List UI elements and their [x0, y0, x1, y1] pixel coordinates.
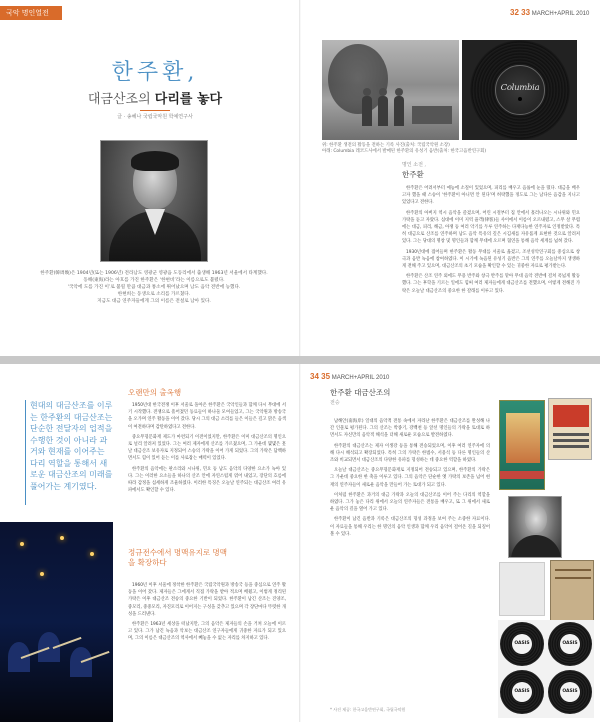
disc-label: OASIS — [560, 682, 580, 702]
disc-label: OASIS — [512, 634, 532, 654]
folio-pages: 34 35 — [310, 372, 331, 381]
footnote: * 사진 제공: 한국고음반연구회, 국립국악원 — [330, 707, 406, 712]
caption-line: 지금도 대금 연주자들에게 그의 이름은 전설로 남아 있다. — [97, 299, 211, 304]
record-label-text: Columbia — [500, 83, 540, 93]
pull-quote: 현대의 대금산조를 이루는 한주환의 대금산조는 단순한 전달자의 업적을 수행한 것이 아니라 과거와 현재를 이어주는 다리 역할을 통해서 새로운 대금산조의 미래를 풀어가는 계기였다. — [30, 401, 113, 491]
paragraph: 한주환의 대금산조는 제자 이생강 등을 통해 전승되었으며, 이후 여러 연주자에 의해 다시 해석되고 확장되었다. 특히 그의 가락은 한범수, 서용석 등 다른 명인들의 산조와 비교되면서 대금산조의 다양한 유파를 형성하는 데 중요한 역할을 하였다. — [330, 443, 490, 464]
paragraph: 한주환의 아버지 역시 음악을 즐겼으며, 어린 시절부터 집 안에서 흘러나오는 시나위와 민요 가락을 듣고 자랐다. 십대에 이미 지역 율객(律客)들 사이에서 이름이 오르내렸고, 스무 살 무렵에는 대금, 피리, 해금, 아쟁 등 여러 악기를 두루 연주하는 다재다능한 연주자로 인정받았다. 특히 대금으로 산조를 연주하며 남도 음악 특유의 깊은 시김새를 자유롭게 표현한 것으로 알려져 있다. 그는 당대의 명창 및 명인들과 함께 무대에 오르며 협연을 통해 음악 세계를 넓혀 갔다. — [402, 210, 580, 245]
record-sleeve — [499, 562, 545, 616]
title-rule — [140, 110, 170, 111]
gutter — [299, 0, 301, 356]
record-envelope — [550, 560, 594, 622]
paragraph: 한주환이 남긴 음반과 기록은 대금산조의 형성 과정을 보여 주는 소중한 자료이다. 이 자료들을 통해 우리는 한 명인의 음악 인생과 함께 우리 음악이 걸어온 길을 되짚어 볼 수 있다. — [330, 517, 490, 537]
folio-issue: MARCH+APRIL 2010 — [531, 11, 590, 17]
subtitle-emphasis: 다리를 놓다 — [154, 92, 223, 107]
paragraph: 1950년대 한국전쟁 이후 서울로 돌아온 한주환은 국악인들과 함께 다시 무대에 서기 시작했다. 전쟁으로 흩어졌던 동료들이 하나둘 모여들었고, 그는 국악원과 방송국을 오가며 연주 활동을 이어 갔다. 당시 그의 대금 소리를 들은 이들은 깊고 맑은 음색이 여전하다며 감탄하였다고 전한다. — [128, 403, 286, 430]
caption-line: 동해(東海)라는 아호를 가진 한주환은 ‘한현비’라는 이름으로도 불렸다. — [83, 278, 225, 283]
paragraph: 1960년 이후 서울에 정착한 한주환은 국립국악원과 방송국 등을 중심으로 연주 활동을 이어 갔다. 제자들은 그에게서 직접 가락을 받아 적으며 배웠고, 이렇게 정리된 가락은 이후 대금산조 전승의 중요한 기반이 되었다. 한주환이 남긴 산조는 진양조, 중모리, 중중모리, 자진모리로 이어지는 구성을 갖추고 있으며 각 장단마다 뚜렷한 개성을 드러낸다. — [128, 583, 286, 617]
col2-body — [330, 418, 490, 706]
folio-right — [510, 8, 589, 17]
concert-photo — [0, 522, 113, 722]
article-title: 한주환, — [111, 60, 199, 85]
paragraph: 한주환은 1963년 세상을 떠났지만, 그의 음악은 제자들의 손을 거쳐 오늘에 이르고 있다. 그가 남긴 녹음과 악보는 대금산조 연구자들에게 귀중한 자료가 되고 있으며, 그의 이름은 대금산조의 역사에서 빼놓을 수 없는 자리를 차지하고 있다. — [128, 622, 286, 642]
portrait-caption — [40, 270, 268, 305]
paragraph: 중요무형문화재 제도가 마련되기 이전이었지만, 한주환은 이미 대금산조의 명인으로 널리 알려져 있었다. 그는 여러 제자에게 산조를 가르쳤으며, 그 가운데 몇몇은 훗날 대금산조 보유자로 지정되어 스승의 가락을 이어 가게 되었다. 그의 가락은 담백하면서도 힘이 있어 듣는 이를 사로잡는 매력이 있었다. — [128, 434, 286, 462]
column-name: 한주환 — [402, 170, 424, 179]
paragraph: 한주환은 산조 연주 외에도 무용 반주와 창극 반주를 맡아 무대 음악 전반에 걸쳐 폭넓게 활동했다. 그는 후학을 기르는 일에도 힘써 여러 제자들에게 대금산조를 전했으며, 이렇게 전해진 가락은 오늘날 대금산조의 중요한 한 갈래를 이루고 있다. — [402, 274, 580, 294]
pull-quote-bar — [25, 400, 26, 505]
photo-caption-line: 위: 한주환 생전의 활동을 전하는 기록 사진(출처: 국립국악원 소장) — [322, 143, 450, 148]
disc-label: OASIS — [512, 682, 532, 702]
body-text — [402, 185, 580, 350]
gutter — [299, 364, 301, 722]
album-cover — [548, 398, 592, 460]
oasis-records-photo — [498, 620, 594, 718]
columbia-record-photo — [462, 40, 577, 140]
column-title — [402, 160, 426, 180]
col2-heading — [330, 388, 390, 408]
paragraph: 오늘날 대금산조는 중요무형문화재로 지정되어 전승되고 있으며, 한주환의 가락은 그 가운데 중요한 한 축을 이루고 있다. 그의 음악은 단순한 옛 가락의 보존을 넘어 현재의 연주자들이 새로운 음악을 만들어 가는 토대가 되고 있다. — [330, 468, 490, 488]
column-kicker: 명인 소전 , — [402, 162, 427, 168]
col1-heading2: 정규전수에서 명맥유지로 명맥을 확장하다 — [128, 548, 227, 567]
paragraph: 이처럼 한주환은 과거의 대금 가락과 오늘의 대금산조를 이어 주는 다리의 역할을 하였다. 그가 놓은 다리 위에서 오늘의 연주자들은 전통을 배우고, 또 그 위에서 새로운 음악의 길을 열어 가고 있다. — [330, 492, 490, 513]
col2-heading-sub: 전승 — [330, 400, 340, 406]
caption-line: 한현희는 동생으로 소리를 가르쳤다. — [117, 292, 191, 297]
col1-body — [128, 402, 286, 532]
paragraph: 남해안(南海岸) 일대의 음악적 전통 속에서 자라난 한주환은 대금산조를 완성해 나간 인물로 평가된다. 그의 산조는 박종기, 강백천 등 앞선 명인들의 가락을 토대로 하면서도 자신만의 음악적 해석을 더해 새로운 모습으로 발전하였다. — [330, 419, 490, 439]
folio-pages: 32 33 — [510, 8, 531, 17]
paragraph: 한주환은 어려서부터 예능에 소질이 있었으며, 피리를 배우고 음률에 눈을 떴다. 대금을 배우고자 했을 때 스승이 ‘한주환이 아니면 안 된다’며 허락했을 정도로 그는 남다른 음감을 지니고 있었다고 전한다. — [402, 186, 580, 206]
small-portrait-photo — [508, 496, 562, 558]
photo-caption — [322, 143, 502, 155]
top-spread — [0, 0, 600, 356]
portrait-photo — [100, 140, 208, 262]
paragraph: 1930년대에 접어들며 한주환은 활동 무대를 서울로 옮겼고, 조선성악연구회를 중심으로 창극과 음반 녹음에 참여하였다. 이 시기에 녹음된 유성기 음반은 그의 연주를 오늘날까지 생생하게 전해 주고 있으며, 대금산조의 초기 모습을 확인할 수 있는 귀중한 자료로 평가받는다. — [402, 249, 580, 270]
byline: 글 · 송혜나 국립국악원 학예연구사 — [117, 114, 193, 120]
folio-issue: MARCH+APRIL 2010 — [331, 375, 390, 381]
col1-heading: 오랜만의 출옥행 — [128, 388, 182, 397]
subtitle-prefix: 대금산조의 — [87, 92, 151, 107]
paragraph: 한주환의 음악에는 판소리와 시나위, 민요 등 남도 음악의 다양한 요소가 녹아 있다. 그는 이러한 요소들을 하나의 산조 안에 자연스럽게 엮어 내었고, 장단의 흐름에 따라 감정을 섬세하게 조율하였다. 이러한 특징은 오늘날 연주되는 대금산조 여러 유파에서도 확인할 수 있다. — [128, 466, 286, 494]
photo-caption-line: 아래: Columbia 레코드사에서 발매된 한주환의 유성기 음반(출처: 한국고음반연구회) — [322, 149, 487, 154]
section-tab: 국악 명인열전 — [0, 6, 62, 20]
article-subtitle — [60, 88, 250, 107]
caption-line: ‘국악에 도를 가진 이’로 불릴 만큼 대금과 퉁소에 뛰어났으며 남도 음악 전반에 능했다. — [67, 285, 241, 290]
historical-photo — [322, 40, 459, 140]
col1-body2 — [128, 582, 286, 716]
folio-left — [310, 372, 389, 381]
col2-heading-title: 한주환 대금산조의 — [330, 388, 391, 397]
vintage-poster — [499, 400, 545, 490]
caption-line: 한주환(韓周煥)은 1904년(또는 1906년) 전라남도 영광군 영광읍 도동리에서 출생해 1963년 서울에서 타계했다. — [40, 271, 268, 276]
disc-label: OASIS — [560, 634, 580, 654]
